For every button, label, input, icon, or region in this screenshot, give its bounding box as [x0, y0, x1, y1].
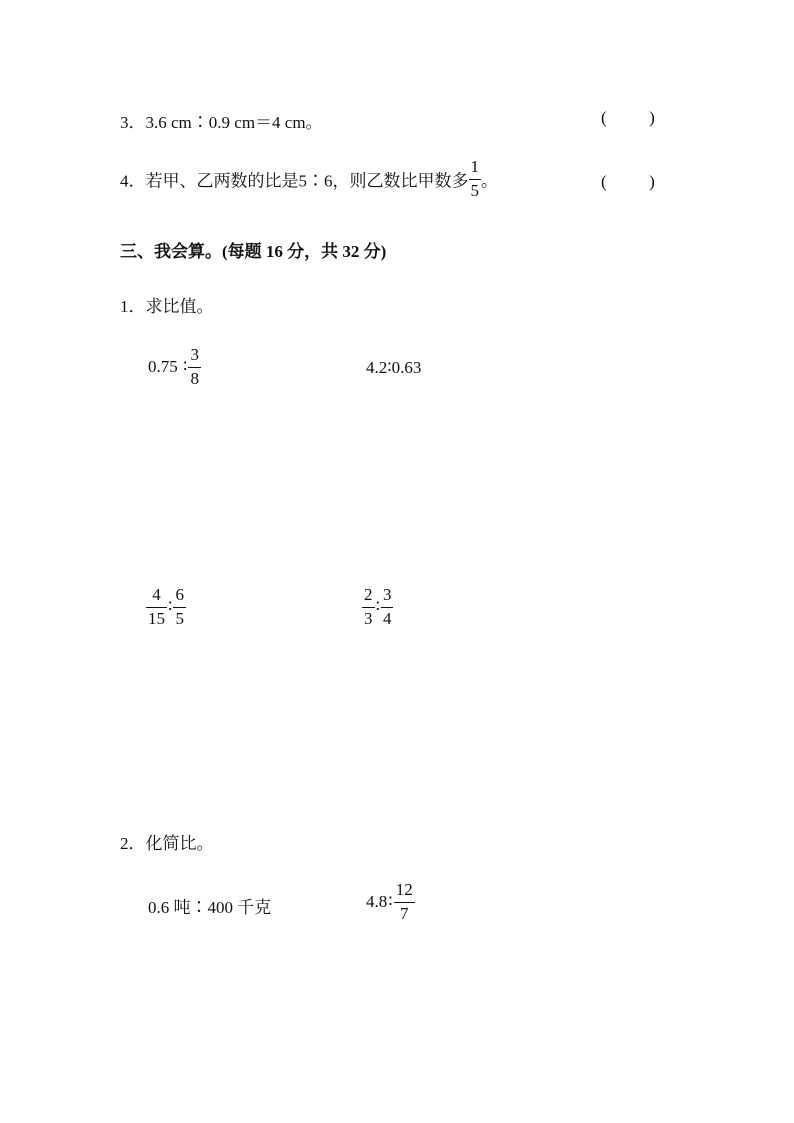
- problem-fraction-ratio-a: [146, 586, 186, 628]
- answer-paren-3[interactable]: [601, 108, 655, 128]
- question-3-text: 3．3.6 cm∶0.9 cm＝4 cm。: [120, 113, 323, 132]
- problem-0-75-ratio: [148, 346, 201, 388]
- paren-close: ): [649, 172, 655, 191]
- part-1-label: 1．求比值。: [120, 297, 214, 316]
- fraction-a: $\frac{4}{15}$: [148, 585, 165, 628]
- paren-open: (: [601, 172, 607, 191]
- problem-fraction-ratio-b: [362, 586, 393, 628]
- problem-weight-ratio: 0.6 吨∶400 千克: [148, 898, 272, 917]
- paren-open: (: [601, 108, 607, 127]
- ratio-colon: ∶: [375, 597, 380, 617]
- answer-paren-4[interactable]: [601, 172, 655, 192]
- fraction: $\frac{12}{7}$: [395, 880, 413, 923]
- question-4: [120, 158, 498, 200]
- question-3: [120, 108, 323, 133]
- fraction: $\frac{3}{8}$: [190, 345, 199, 388]
- paren-close: ): [649, 108, 655, 127]
- ratio-colon: ∶: [388, 892, 393, 912]
- part-2-label: 2．化简比。: [120, 834, 214, 853]
- question-4-text: 4．若甲、乙两数的比是5∶6，则乙数比甲数多: [120, 171, 469, 191]
- problem-4-2-ratio: 4.2∶0.63: [366, 358, 422, 377]
- fraction-one-fifth: $\frac{1}{5}$: [470, 157, 479, 200]
- ratio-colon: ∶: [168, 597, 173, 617]
- question-4-tail: 。: [481, 171, 498, 191]
- fraction-b: $\frac{3}{4}$: [382, 585, 392, 628]
- problem-4-8-ratio: [366, 881, 415, 923]
- lead-number: 0.75: [148, 357, 178, 377]
- section-3-title: 三、我会算。(每题 16 分，共 32 分): [120, 242, 387, 261]
- fraction-b: $\frac{6}{5}$: [175, 585, 184, 628]
- ratio-colon: ∶: [183, 357, 188, 377]
- lead-number: 4.8: [366, 892, 388, 912]
- fraction-a: $\frac{2}{3}$: [364, 585, 373, 628]
